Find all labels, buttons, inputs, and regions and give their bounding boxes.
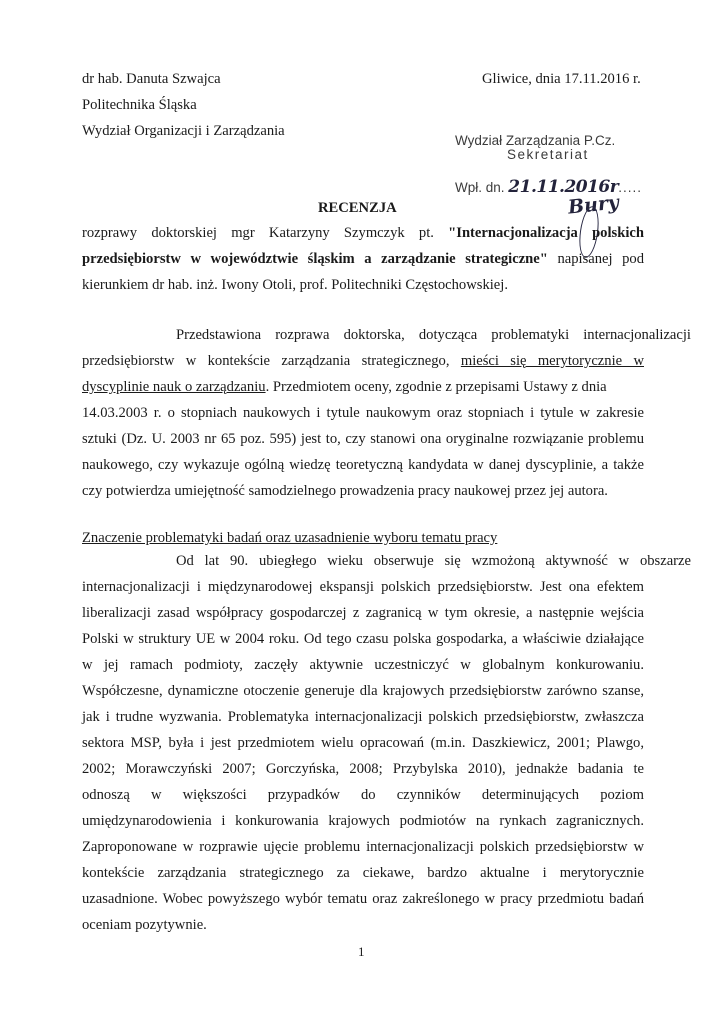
stamp-received-label: Wpł. dn.	[455, 180, 505, 195]
intro-line-3: kierunkiem dr hab. inż. Iwony Otoli, prof. Politechniki Częstochowskiej.	[82, 277, 508, 293]
para1-line-4: 14.03.2003 r. o stopniach naukowych i tytule naukowym oraz stopniach i tytule w zakresie	[82, 405, 644, 421]
para2-line: umiędzynarodowienia i konkurowania krajowych podmiotów na rynkach zagranicznych.	[82, 813, 644, 829]
para2-line: w jej ramach podmioty, zaczęły aktywnie uczestniczyć w globalnym konkurowaniu.	[82, 657, 644, 673]
stamp-dots: .....	[618, 180, 642, 195]
para1-line-6: naukowego, czy wykazuje ogólną wiedzę teoretyczną kandydata w danej dyscyplinie, a także	[82, 457, 644, 473]
received-stamp	[455, 133, 642, 197]
para2-line: jak i trudne wyzwania. Problematyka internacjonalizacji polskich przedsiębiorstw, zwłaszcza	[82, 709, 644, 725]
para2-line: Współczesne, dynamiczne otoczenie generuje dla krajowych przedsiębiorstw zarówno szanse,	[82, 683, 644, 699]
para2-line: internacjonalizacji i międzynarodowej ekspansji polskich przedsiębiorstw. Jest ona efektem	[82, 579, 644, 595]
para2-line: oceniam pozytywnie.	[82, 917, 207, 933]
para1-line-2	[82, 353, 644, 370]
department-name: Wydział Organizacji i Zarządzania	[82, 123, 285, 139]
page-number: 1	[358, 944, 365, 959]
para2-line: odnoszą w większości przypadków do czynników determinujących poziom	[82, 787, 644, 803]
para2-line: liberalizacji zasad współpracy gospodarczej z zagranicą w tym okresie, a następnie wejścia	[82, 605, 644, 621]
para2-line: uzasadnione. Wobec powyższego wybór tematu oraz zakreślonego w pracy przedmiotu badań	[82, 891, 644, 907]
para2-line: Polski w struktury UE w 2004 roku. Od tego czasu polska gospodarka, a właściwie działające	[82, 631, 644, 647]
dissertation-title-part-2: przedsiębiorstw w województwie śląskim a zarządzanie strategiczne"	[82, 251, 548, 267]
para1-line-3	[82, 379, 644, 396]
para2-line: Od lat 90. ubiegłego wieku obserwuje się wzmożoną aktywność w obszarze	[176, 553, 691, 569]
para1-text: przedsiębiorstw w kontekście zarządzania strategicznego,	[82, 353, 450, 369]
handwritten-date: 21.11.2016r	[508, 177, 619, 197]
place-and-date: Gliwice, dnia 17.11.2016 r.	[482, 71, 641, 87]
intro-text: rozprawy doktorskiej mgr Katarzyny Szymczyk pt.	[82, 225, 434, 241]
document-title: RECENZJA	[318, 200, 397, 216]
underlined-discipline-part-1: mieści się merytorycznie w	[460, 353, 644, 369]
para1-text-3: . Przedmiotem oceny, zgodnie z przepisami Ustawy z dnia	[265, 379, 607, 395]
section-heading: Znaczenie problematyki badań oraz uzasadnienie wyboru tematu pracy	[82, 530, 498, 546]
handwritten-initials: Bury	[566, 191, 620, 219]
para1-line-7: czy potwierdza umiejętność samodzielnego prowadzenia pracy naukowej przez jej autora.	[82, 483, 608, 499]
para2-line: kontekście zarządzania strategicznego za ciekawe, bardzo aktualne i merytorycznie	[82, 865, 644, 881]
reviewer-name: dr hab. Danuta Szwajca	[82, 71, 221, 87]
intro-line-1	[82, 225, 644, 242]
para2-line: sektora MSP, była i jest przedmiotem wielu opracowań (m.in. Daszkiewicz, 2001; Plawgo,	[82, 735, 644, 751]
para2-line: 2002; Morawczyński 2007; Gorczyńska, 2008; Przybylska 2010), jednakże badania te	[82, 761, 644, 777]
stamp-secretariat: Sekretariat	[507, 147, 589, 162]
university-name: Politechnika Śląska	[82, 97, 197, 113]
stamp-office: Wydział Zarządzania P.Cz.	[455, 133, 616, 148]
dissertation-title-part-1: "Internacjonalizacja polskich	[448, 225, 644, 241]
underlined-discipline-part-2: dyscyplinie nauk o zarządzaniu	[82, 379, 266, 395]
para2-line: Zaproponowane w rozprawie ujęcie problemu internacjonalizacji polskich przedsiębiorstw w	[82, 839, 644, 855]
para1-line-5: sztuki (Dz. U. 2003 nr 65 poz. 595) jest to, czy stanowi ona oryginalne rozwiązanie problemu	[82, 431, 644, 447]
intro-line-2	[82, 251, 644, 268]
para1-line-1: Przedstawiona rozprawa doktorska, dotycząca problematyki internacjonalizacji	[176, 327, 691, 343]
intro-text-2: napisanej pod	[557, 251, 644, 267]
